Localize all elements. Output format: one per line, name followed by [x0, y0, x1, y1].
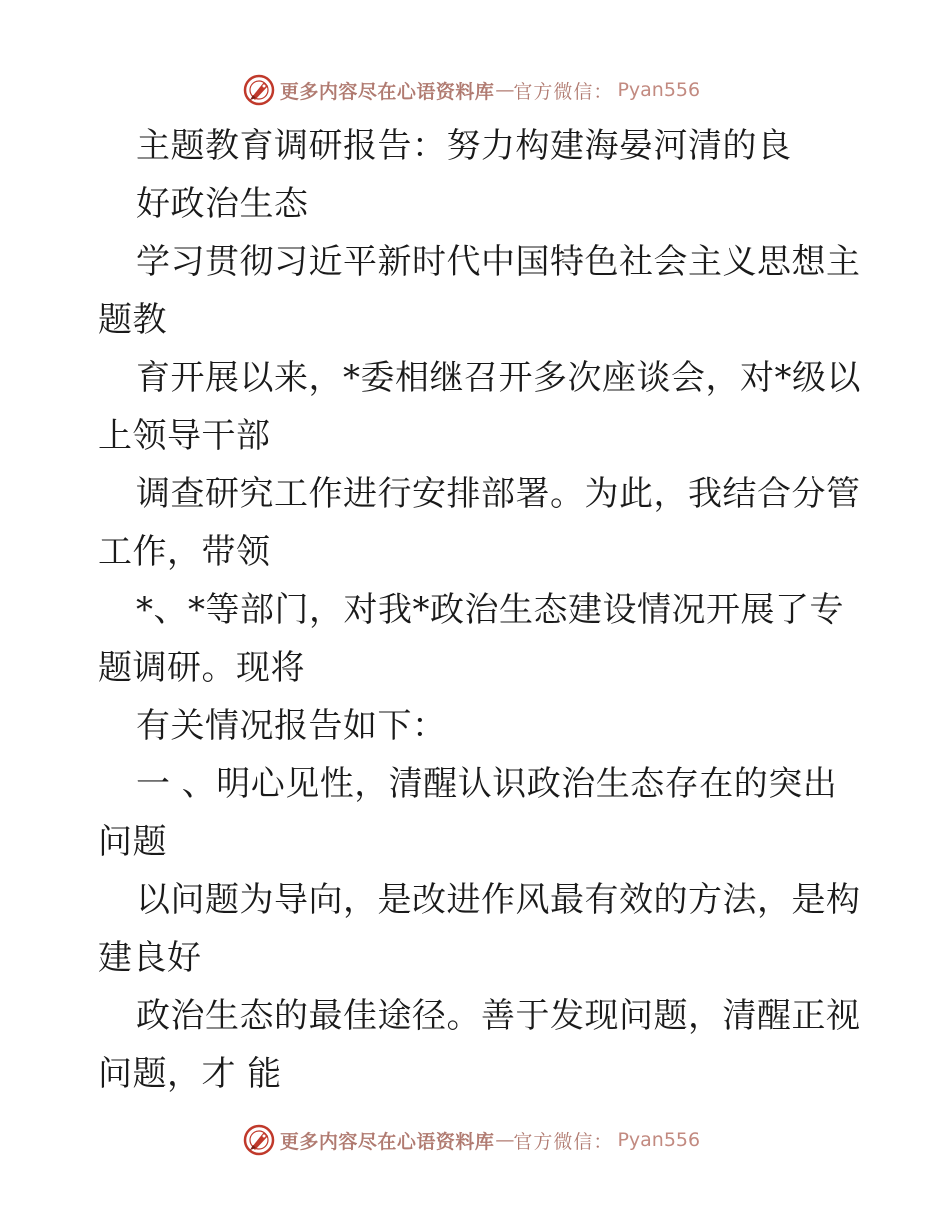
paragraph-line: 问题，才 能 [98, 1054, 282, 1094]
paragraph-line: 学习贯彻习近平新时代中国特色社会主义思想主 [136, 242, 861, 282]
wechat-label: 官方微信： [513, 80, 614, 103]
paragraph-line: 以问题为导向，是改进作风最有效的方法，是构 [136, 880, 861, 920]
pen-nib-logo-icon [242, 73, 276, 107]
paragraph-line: 调查研究工作进行安排部署。为此，我结合分管 [136, 474, 861, 514]
pen-nib-logo-icon [242, 1123, 276, 1157]
footer-banner [0, 1120, 950, 1160]
section-heading-line-2: 问题 [98, 822, 167, 862]
banner-separator: — [495, 1129, 513, 1151]
promo-text: 更多内容尽在心语资料库 [279, 80, 495, 103]
document-title-line-2: 好政治生态 [136, 184, 309, 224]
paragraph-line: 建良好 [98, 938, 202, 978]
banner-separator: — [495, 79, 513, 101]
wechat-handle: Pyan556 [617, 1129, 701, 1151]
document-title-line-1: 主题教育调研报告：努力构建海晏河清的良 [136, 126, 792, 166]
paragraph-line: *、*等部门，对我*政治生态建设情况开展了专 [136, 590, 844, 630]
wechat-label: 官方微信： [513, 1130, 614, 1153]
promo-text: 更多内容尽在心语资料库 [279, 1130, 495, 1153]
paragraph-line: 有关情况报告如下： [136, 706, 447, 746]
paragraph-line: 育开展以来，*委相继召开多次座谈会，对*级以 [136, 358, 861, 398]
paragraph-line: 题调研。现将 [98, 648, 305, 688]
wechat-handle: Pyan556 [617, 79, 701, 101]
paragraph-line: 工作，带领 [98, 532, 271, 572]
section-heading-line-1: 一 、明心见性，清醒认识政治生态存在的突出 [136, 764, 838, 804]
header-banner [0, 70, 950, 110]
paragraph-line: 题教 [98, 300, 167, 340]
paragraph-line: 上领导干部 [98, 416, 271, 456]
paragraph-line: 政治生态的最佳途径。善于发现问题，清醒正视 [136, 996, 861, 1036]
document-body [98, 117, 861, 1103]
